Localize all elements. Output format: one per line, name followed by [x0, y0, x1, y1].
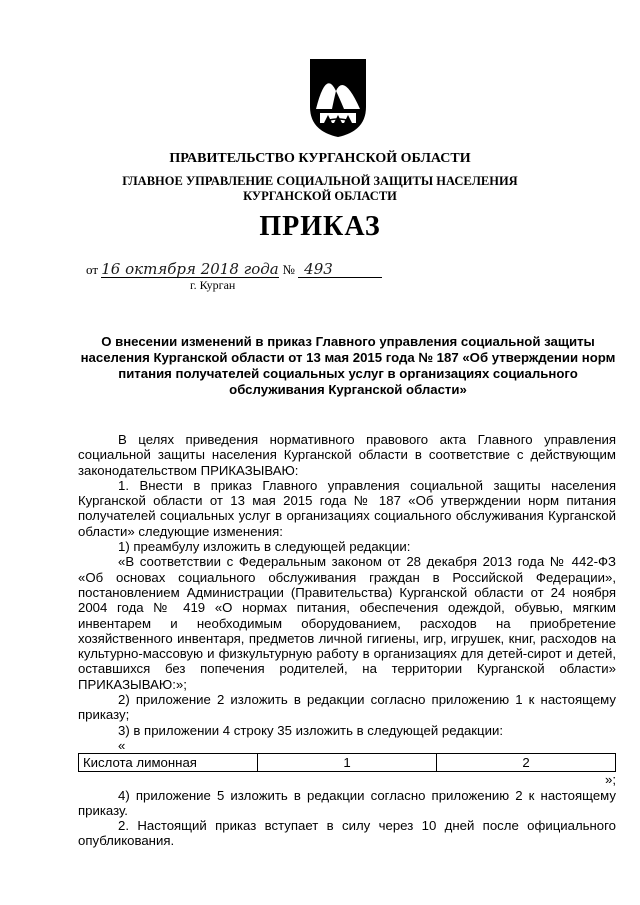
table-cell-product: Кислота лимонная	[79, 754, 258, 772]
table-cell-value-2: 2	[437, 754, 616, 772]
quote-close-mark: »;	[605, 772, 616, 788]
order-date-handwritten: 16 октября 2018 года	[101, 260, 279, 278]
department-name-line2: КУРГАНСКОЙ ОБЛАСТИ	[243, 189, 397, 203]
date-prefix: от	[86, 262, 99, 277]
order-number-handwritten: 493	[298, 261, 382, 278]
subitem-2-paragraph: 2) приложение 2 изложить в редакции согласно приложению 1 к настоящему приказу;	[78, 692, 616, 723]
order-body	[78, 432, 616, 849]
coat-of-arms-emblem	[306, 57, 370, 139]
department-name-line1: ГЛАВНОЕ УПРАВЛЕНИЕ СОЦИАЛЬНОЙ ЗАЩИТЫ НАСЕЛЕНИЯ	[122, 174, 518, 188]
order-heading: О внесении изменений в приказ Главного управления социальной защиты населения Курганской области от 13 мая 2015 года № 187 «Об утверждении норм питания получателей социальных услуг в организациях социального обслуживания Курганской области»	[80, 334, 616, 397]
item-2-paragraph: 2. Настоящий приказ вступает в силу через 10 дней после официального опубликования.	[78, 818, 616, 849]
item-1-paragraph: 1. Внести в приказ Главного управления социальной защиты населения Курганской области от 13 мая 2015 года № 187 «Об утверждении норм питания получателей социальных услуг в организациях социального обслуживания Курганской области» следующие изменения:	[78, 477, 616, 539]
subitem-4-paragraph: 4) приложение 5 изложить в редакции согласно приложению 2 к настоящему приказу.	[78, 787, 616, 818]
subitem-3-paragraph: 3) в приложении 4 строку 35 изложить в следующей редакции:	[118, 722, 504, 738]
amendment-table	[78, 753, 616, 772]
document-type-title: ПРИКАЗ	[259, 211, 381, 242]
subitem-1-paragraph: 1) преамбулу изложить в следующей редакции:	[118, 539, 411, 555]
quote-open-mark: «	[118, 737, 126, 753]
number-label: №	[282, 262, 295, 277]
table-cell-value-1: 1	[258, 754, 437, 772]
intro-paragraph: В целях приведения нормативного правового акта Главного управления социальной защиты населения Курганской области в соответствие с действующим законодательством ПРИКАЗЫВАЮ:	[78, 432, 616, 478]
date-number-line	[86, 261, 382, 278]
city-name: г. Курган	[190, 278, 236, 292]
government-name: ПРАВИТЕЛЬСТВО КУРГАНСКОЙ ОБЛАСТИ	[169, 151, 471, 166]
preamble-paragraph: «В соответствии с Федеральным законом от 28 декабря 2013 года № 442-ФЗ «Об основах социального обслуживания граждан в Российской Федерации», постановлением Администрации (Правительства) Курганской области от 24 ноября 2004 года № 419 «О нормах питания, обеспечения одеждой, обувью, мягким инвентарем и необходимым оборудованием, расходов на приобретение хозяйственного инвентаря, предметов личной гигиены, игр, игрушек, книг, расходов на культурно-массовую и физкультурную работу в организациях для детей-сирот и детей, оставшихся без попечения родителей, на территории Курганской области» ПРИКАЗЫВАЮ:»;	[78, 554, 616, 692]
table-row	[79, 754, 616, 772]
